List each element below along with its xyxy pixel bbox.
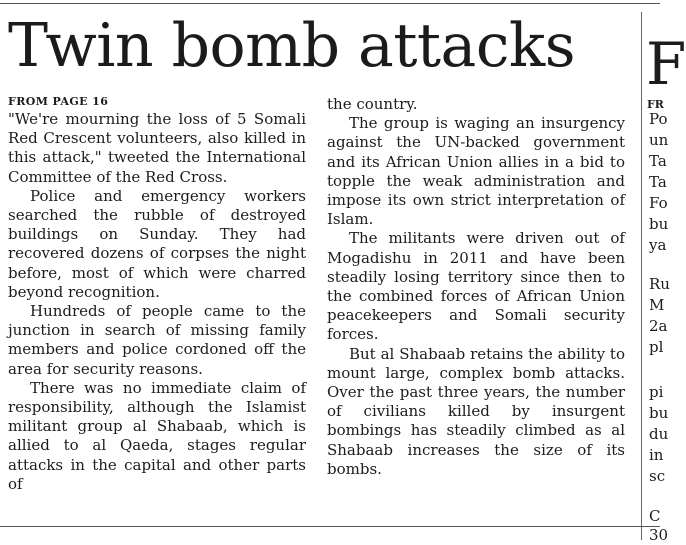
line-fragment: bu: [649, 215, 669, 233]
line-fragment: in: [649, 446, 664, 464]
paragraph: Police and emergency workers searched the rubble of destroyed buildings on Sunday. They had recovered dozens of corpses the night before, most of which were charred beyond recognition.: [8, 186, 306, 301]
line-fragment: pi: [649, 383, 664, 401]
paragraph: "We're mourning the loss of 5 Somali Red Crescent volunteers, also killed in this attack," tweeted the International Committee of the Red Cross.: [8, 110, 306, 186]
article-column-right: [327, 95, 625, 479]
line-fragment: sc: [649, 467, 666, 485]
paragraph: Hundreds of people came to the junction in search of missing family members and police cordoned off the area for security reasons.: [8, 302, 306, 378]
line-fragment: Ta: [649, 152, 667, 170]
paragraph: The group is waging an insurgency against the UN-backed government and its African Union allies in a bid to topple the weak administration and impose its own strict interpretation of Islam.: [327, 114, 625, 229]
headline: Twin bomb attacks: [8, 11, 576, 81]
line-fragment: Fo: [649, 194, 668, 212]
line-fragment: Ta: [649, 173, 667, 191]
line-fragment: Ru: [649, 275, 670, 293]
line-fragment: 2a: [649, 317, 668, 335]
line-fragment: ya: [649, 236, 667, 254]
bottom-rule: [0, 526, 660, 527]
line-fragment: bu: [649, 404, 669, 422]
next-headline-fragment: F: [646, 30, 686, 98]
line-fragment: un: [649, 131, 669, 149]
paragraph: There was no immediate claim of responsibility, although the Islamist militant group al Shabaab, which is allied to al Qaeda, stages regular attacks in the capital and other parts of: [8, 378, 306, 493]
column-divider: [641, 12, 642, 540]
paragraph: The militants were driven out of Mogadishu in 2011 and have been steadily losing territory since then to the combined forces of African Union peacekeepers and Somali security forces.: [327, 229, 625, 344]
top-rule: [0, 3, 660, 4]
next-kicker-fragment: FR: [647, 98, 664, 111]
paragraph: But al Shabaab retains the ability to mount large, complex bomb attacks. Over the past three years, the number of civilians killed by insurgent bombings has steadily climbed as al Shabaab increases the size of its bombs.: [327, 344, 625, 478]
line-fragment: Po: [649, 110, 668, 128]
paragraph: the country.: [327, 95, 418, 113]
line-fragment: du: [649, 425, 669, 443]
continuation-kicker: FROM PAGE 16: [8, 95, 109, 108]
line-fragment: 30: [649, 526, 669, 544]
line-fragment: C: [649, 507, 661, 525]
article-column-left: [8, 95, 306, 494]
line-fragment: pl: [649, 338, 664, 356]
next-article-fragment: [646, 0, 686, 544]
line-fragment: M: [649, 296, 665, 314]
